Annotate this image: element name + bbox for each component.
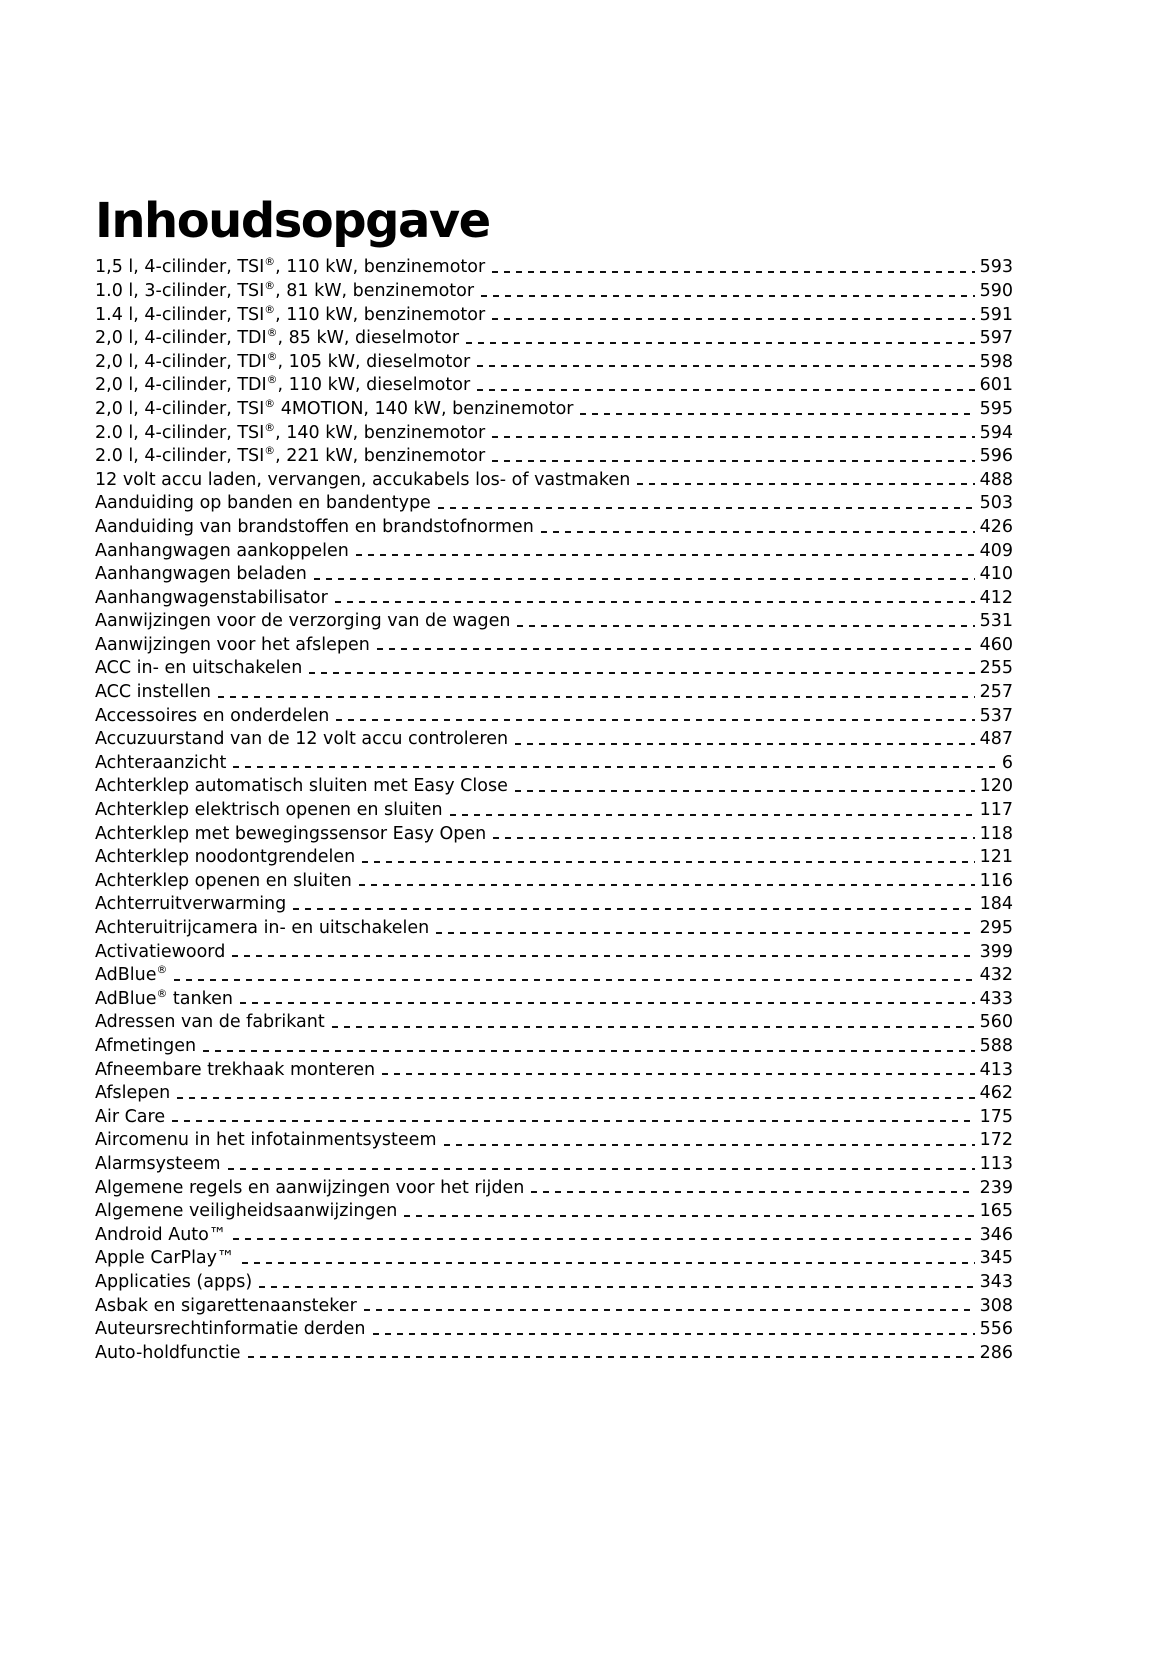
toc-entry-page: 113 (979, 1153, 1013, 1174)
leader-dashes (218, 696, 975, 698)
leader-dashes (293, 908, 974, 910)
leader-dashes (259, 1286, 974, 1288)
toc-entry-page: 117 (979, 800, 1013, 821)
toc-entry-label: ACC instellen (95, 682, 211, 703)
toc-entry (95, 304, 1013, 328)
toc-entry-label: Aanhangwagen beladen (95, 564, 307, 585)
toc-entry-label: Aanhangwagen aankoppelen (95, 540, 349, 561)
leader-dashes (492, 271, 974, 273)
leader-dashes (228, 1168, 975, 1170)
toc-entry-label: AdBlue® (95, 963, 168, 986)
toc-entry-page: 488 (979, 469, 1013, 490)
toc-entry-page: 6 (1001, 752, 1013, 773)
toc-entry (95, 1224, 1013, 1248)
toc-entry-label: Achteraanzicht (95, 752, 227, 773)
toc-entry-page: 409 (979, 540, 1013, 561)
toc-entry (95, 799, 1013, 823)
leader-dashes (377, 648, 975, 650)
toc-entry-label: Algemene veiligheidsaanwijzingen (95, 1201, 398, 1222)
leader-dashes (492, 318, 974, 320)
toc-entry-page: 255 (979, 658, 1013, 679)
toc-entry-label: Achterklep met bewegingssensor Easy Open (95, 823, 487, 844)
leader-dashes (444, 1144, 975, 1146)
toc-entry-label: Achterklep automatisch sluiten met Easy Close (95, 776, 508, 797)
toc-entry-label: Applicaties (apps) (95, 1271, 253, 1292)
toc-entry-page: 412 (979, 587, 1013, 608)
toc-entry (95, 563, 1013, 587)
toc-entry (95, 540, 1013, 564)
leader-dashes (492, 460, 974, 462)
toc-entry (95, 705, 1013, 729)
leader-dashes (438, 507, 975, 509)
leader-dashes (637, 483, 974, 485)
leader-dashes (531, 1191, 974, 1193)
toc-entry-label: 2,0 l, 4-cilinder, TSI® 4MOTION, 140 kW, benzinemotor (95, 397, 574, 419)
toc-entry-page: 257 (979, 682, 1013, 703)
leader-dashes (541, 531, 975, 533)
toc-entry (95, 327, 1013, 351)
toc-entry-page: 399 (979, 941, 1013, 962)
leader-dashes (517, 625, 974, 627)
toc-entry (95, 469, 1013, 493)
toc-entry-label: 2,0 l, 4-cilinder, TDI®, 85 kW, dieselmotor (95, 326, 460, 349)
leader-dashes (335, 601, 975, 603)
toc-entry-page: 594 (979, 422, 1013, 443)
toc-entry-page: 410 (979, 564, 1013, 585)
toc-entry-label: Algemene regels en aanwijzingen voor het rijden (95, 1177, 525, 1198)
toc-entry-label: Auteursrechtinformatie derden (95, 1319, 366, 1340)
toc-entry-label: Accessoires en onderdelen (95, 705, 330, 726)
leader-dashes (314, 578, 975, 580)
toc-entry-label: Apple CarPlay™ (95, 1248, 235, 1269)
toc-entry (95, 634, 1013, 658)
toc-entry-label: Activatiewoord (95, 941, 226, 962)
leader-dashes (232, 955, 974, 957)
toc-entry-page: 343 (979, 1271, 1013, 1292)
toc-entry-page: 433 (979, 988, 1013, 1009)
toc-entry-page: 588 (979, 1035, 1013, 1056)
toc-entry (95, 1200, 1013, 1224)
leader-dashes (515, 743, 974, 745)
leader-dashes (373, 1333, 975, 1335)
toc-entry-page: 597 (979, 328, 1013, 349)
toc-entry-label: Android Auto™ (95, 1224, 227, 1245)
toc-entry (95, 398, 1013, 422)
toc-entry (95, 1106, 1013, 1130)
toc-entry-label: 12 volt accu laden, vervangen, accukabels los- of vastmaken (95, 469, 631, 490)
toc-entry-label: Aanwijzingen voor de verzorging van de wagen (95, 611, 511, 632)
toc-content (95, 193, 1013, 1365)
toc-entry (95, 988, 1013, 1012)
toc-entry-page: 172 (979, 1130, 1013, 1151)
toc-entry-page: 116 (979, 870, 1013, 891)
toc-entry (95, 775, 1013, 799)
leader-dashes (309, 672, 974, 674)
toc-entry-label: Achterklep openen en sluiten (95, 870, 352, 891)
leader-dashes (177, 1097, 974, 1099)
leader-dashes (580, 413, 974, 415)
leader-dashes (481, 295, 975, 297)
leader-dashes (240, 1002, 975, 1004)
toc-entry-page: 346 (979, 1224, 1013, 1245)
toc-entry (95, 1035, 1013, 1059)
leader-dashes (356, 554, 975, 556)
toc-entry-label: 1,5 l, 4-cilinder, TSI®, 110 kW, benzinemotor (95, 255, 486, 278)
leader-dashes (477, 389, 974, 391)
leader-dashes (203, 1050, 974, 1052)
leader-dashes (174, 979, 974, 981)
leader-dashes (233, 766, 996, 768)
leader-dashes (477, 365, 974, 367)
leader-dashes (332, 1026, 975, 1028)
toc-entry-page: 595 (979, 398, 1013, 419)
leader-dashes (336, 719, 974, 721)
toc-entry-page: 556 (979, 1319, 1013, 1340)
leader-dashes (233, 1238, 974, 1240)
leader-dashes (493, 837, 974, 839)
toc-entry-label: Alarmsysteem (95, 1153, 221, 1174)
leader-dashes (382, 1073, 974, 1075)
toc-entry (95, 492, 1013, 516)
toc-entry-page: 462 (979, 1083, 1013, 1104)
toc-entry-label: 2.0 l, 4-cilinder, TSI®, 221 kW, benzinemotor (95, 444, 486, 467)
toc-entry-label: Aanhangwagenstabilisator (95, 587, 328, 608)
toc-entry-label: Aanwijzingen voor het afslepen (95, 634, 370, 655)
toc-entry (95, 941, 1013, 965)
toc-entry-page: 593 (979, 257, 1013, 278)
toc-entry-page: 295 (979, 918, 1013, 939)
toc-entry-label: Aanduiding van brandstoffen en brandstofnormen (95, 516, 534, 537)
toc-entry-page: 531 (979, 611, 1013, 632)
toc-entry-label: Aircomenu in het infotainmentsysteem (95, 1130, 437, 1151)
toc-entry-label: 1.0 l, 3-cilinder, TSI®, 81 kW, benzinemotor (95, 279, 475, 301)
toc-entry (95, 681, 1013, 705)
toc-entry (95, 917, 1013, 941)
toc-entry-page: 590 (979, 280, 1013, 301)
toc-entry (95, 1295, 1013, 1319)
toc-entry (95, 846, 1013, 870)
toc-entry (95, 422, 1013, 446)
toc-entry-page: 432 (979, 965, 1013, 986)
toc-entry (95, 1271, 1013, 1295)
toc-entry-label: Achterklep elektrisch openen en sluiten (95, 800, 443, 821)
toc-entry (95, 1129, 1013, 1153)
toc-entry-page: 537 (979, 705, 1013, 726)
leader-dashes (359, 884, 975, 886)
toc-entry (95, 1059, 1013, 1083)
toc-entry-label: AdBlue® tanken (95, 986, 233, 1009)
toc-entry-label: Accuzuurstand van de 12 volt accu controleren (95, 729, 509, 750)
toc-entry (95, 1177, 1013, 1201)
toc-entry-page: 121 (979, 847, 1013, 868)
toc-entry (95, 823, 1013, 847)
toc-entry (95, 351, 1013, 375)
toc-entry (95, 1247, 1013, 1271)
leader-dashes (450, 814, 975, 816)
toc-entry-page: 503 (979, 493, 1013, 514)
toc-entry-label: 1.4 l, 4-cilinder, TSI®, 110 kW, benzinemotor (95, 302, 486, 325)
toc-entry-label: Afslepen (95, 1083, 171, 1104)
toc-entry (95, 445, 1013, 469)
toc-entry (95, 752, 1013, 776)
toc-entry-page: 239 (979, 1177, 1013, 1198)
toc-entry-page: 591 (979, 304, 1013, 325)
toc-entry-page: 487 (979, 729, 1013, 750)
toc-entry (95, 256, 1013, 280)
toc-entry-page: 118 (979, 823, 1013, 844)
leader-dashes (436, 932, 974, 934)
toc-entry-page: 286 (979, 1342, 1013, 1363)
toc-entry (95, 893, 1013, 917)
toc-entry-page: 413 (979, 1059, 1013, 1080)
leader-dashes (364, 1309, 975, 1311)
toc-entry (95, 516, 1013, 540)
page-title: Inhoudsopgave (95, 193, 490, 249)
toc-entry-page: 601 (979, 375, 1013, 396)
toc-entry (95, 1318, 1013, 1342)
toc-entry-label: 2,0 l, 4-cilinder, TDI®, 105 kW, dieselmotor (95, 349, 471, 372)
toc-entry (95, 870, 1013, 894)
leader-dashes (515, 790, 975, 792)
toc-list (95, 256, 1013, 1365)
toc-entry-label: Adressen van de fabrikant (95, 1012, 325, 1033)
toc-entry-label: Afmetingen (95, 1035, 197, 1056)
leader-dashes (242, 1262, 975, 1264)
toc-entry-page: 460 (979, 634, 1013, 655)
toc-entry-label: Achteruitrijcamera in- en uitschakelen (95, 918, 430, 939)
leader-dashes (466, 342, 975, 344)
leader-dashes (362, 861, 974, 863)
toc-entry-page: 175 (979, 1106, 1013, 1127)
toc-entry-label: Achterruitverwarming (95, 894, 287, 915)
toc-entry (95, 610, 1013, 634)
toc-entry-label: ACC in- en uitschakelen (95, 658, 303, 679)
toc-entry-page: 345 (979, 1248, 1013, 1269)
toc-entry (95, 964, 1013, 988)
leader-dashes (172, 1120, 974, 1122)
toc-entry-label: 2,0 l, 4-cilinder, TDI®, 110 kW, dieselmotor (95, 373, 471, 396)
leader-dashes (404, 1215, 974, 1217)
toc-entry (95, 657, 1013, 681)
toc-entry (95, 1342, 1013, 1366)
toc-entry-label: Aanduiding op banden en bandentype (95, 493, 431, 514)
toc-entry-label: Air Care (95, 1106, 166, 1127)
toc-entry-page: 426 (979, 516, 1013, 537)
toc-entry (95, 374, 1013, 398)
toc-entry (95, 1082, 1013, 1106)
toc-entry-page: 560 (979, 1012, 1013, 1033)
toc-entry-page: 308 (979, 1295, 1013, 1316)
toc-entry-label: 2.0 l, 4-cilinder, TSI®, 140 kW, benzinemotor (95, 420, 486, 443)
leader-dashes (248, 1356, 975, 1358)
toc-entry-label: Asbak en sigarettenaansteker (95, 1295, 357, 1316)
toc-entry-page: 598 (979, 351, 1013, 372)
toc-entry (95, 587, 1013, 611)
toc-entry-page: 120 (979, 776, 1013, 797)
toc-entry (95, 728, 1013, 752)
leader-dashes (492, 436, 974, 438)
toc-entry-page: 184 (979, 894, 1013, 915)
toc-entry-page: 596 (979, 446, 1013, 467)
toc-entry-label: Auto-holdfunctie (95, 1342, 241, 1363)
toc-entry-page: 165 (979, 1201, 1013, 1222)
toc-entry (95, 1153, 1013, 1177)
toc-entry (95, 280, 1013, 304)
toc-entry-label: Afneembare trekhaak monteren (95, 1059, 376, 1080)
toc-entry (95, 1011, 1013, 1035)
toc-entry-label: Achterklep noodontgrendelen (95, 847, 356, 868)
